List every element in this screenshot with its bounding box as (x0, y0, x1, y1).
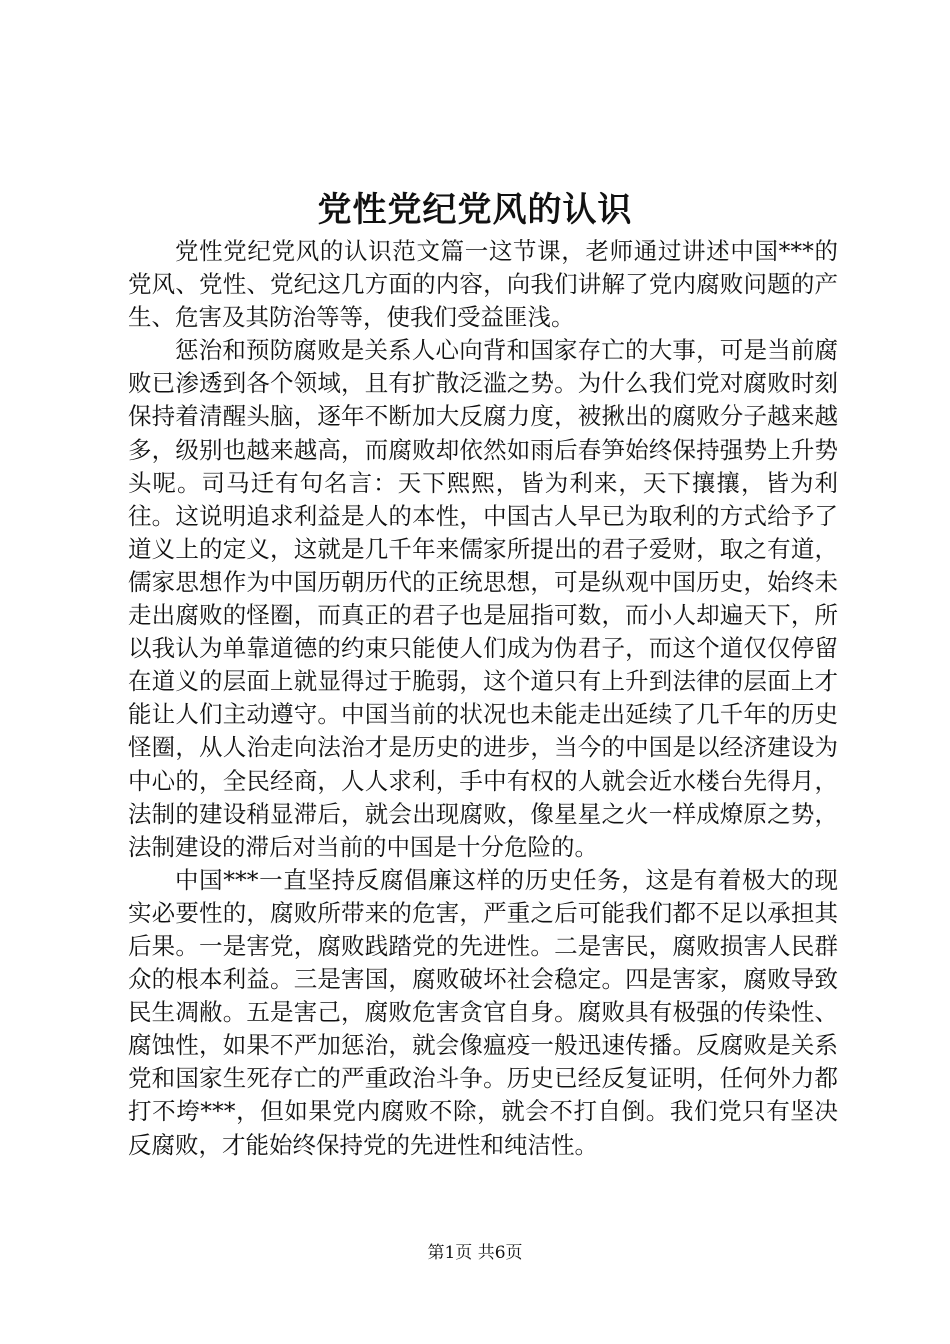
document-title: 党性党纪党风的认识 (317, 190, 633, 230)
body-paragraph: 惩治和预防腐败是关系人心向背和国家存亡的大事，可是当前腐败已渗透到各个领域，且有扩散泛滥之势。为什么我们党对腐败时刻保持着清醒头脑，逐年不断加大反腐力度，被揪出的腐败分子越来越多，级别也越来越高，而腐败却依然如雨后春笋始终保持强势上升势头呢。司马迁有句名言：天下熙熙，皆为利来，天下攘攘，皆为利往。这说明追求利益是人的本性，中国古人早已为取利的方式给予了道义上的定义，这就是几千年来儒家所提出的君子爱财，取之有道，儒家思想作为中国历朝历代的正统思想，可是纵观中国历史，始终未走出腐败的怪圈，而真正的君子也是屈指可数，而小人却遍天下，所以我认为单靠道德的约束只能使人们成为伪君子，而这个道仅仅停留在道义的层面上就显得过于脆弱，这个道只有上升到法律的层面上才能让人们主动遵守。中国当前的状况也未能走出延续了几千年的历史怪圈，从人治走向法治才是历史的进步，当今的中国是以经济建设为中心的，全民经商，人人求利，手中有权的人就会近水楼台先得月，法制的建设稍显滞后，就会出现腐败，像星星之火一样成燎原之势，法制建设的滞后对当前的中国是十分危险的。 (128, 336, 838, 861)
body-paragraph: 党性党纪党风的认识范文篇一这节课，老师通过讲述中国***的党风、党性、党纪这几方面的内容，向我们讲解了党内腐败问题的产生、危害及其防治等等，使我们受益匪浅。 (128, 237, 838, 332)
body-paragraph: 中国***一直坚持反腐倡廉这样的历史任务，这是有着极大的现实必要性的，腐败所带来的危害，严重之后可能我们都不足以承担其后果。一是害党，腐败践踏党的先进性。二是害民，腐败损害人民群众的根本利益。三是害国，腐败破坏社会稳定。四是害家，腐败导致民生凋敝。五是害己，腐败危害贪官自身。腐败具有极强的传染性、腐蚀性，如果不严加惩治，就会像瘟疫一般迅速传播。反腐败是关系党和国家生死存亡的严重政治斗争。历史已经反复证明，任何外力都打不垮***，但如果党内腐败不除，就会不打自倒。我们党只有坚决反腐败，才能始终保持党的先进性和纯洁性。 (128, 865, 838, 1159)
document-body (128, 235, 838, 1162)
page-number-footer: 第1页 共6页 (427, 1243, 523, 1263)
